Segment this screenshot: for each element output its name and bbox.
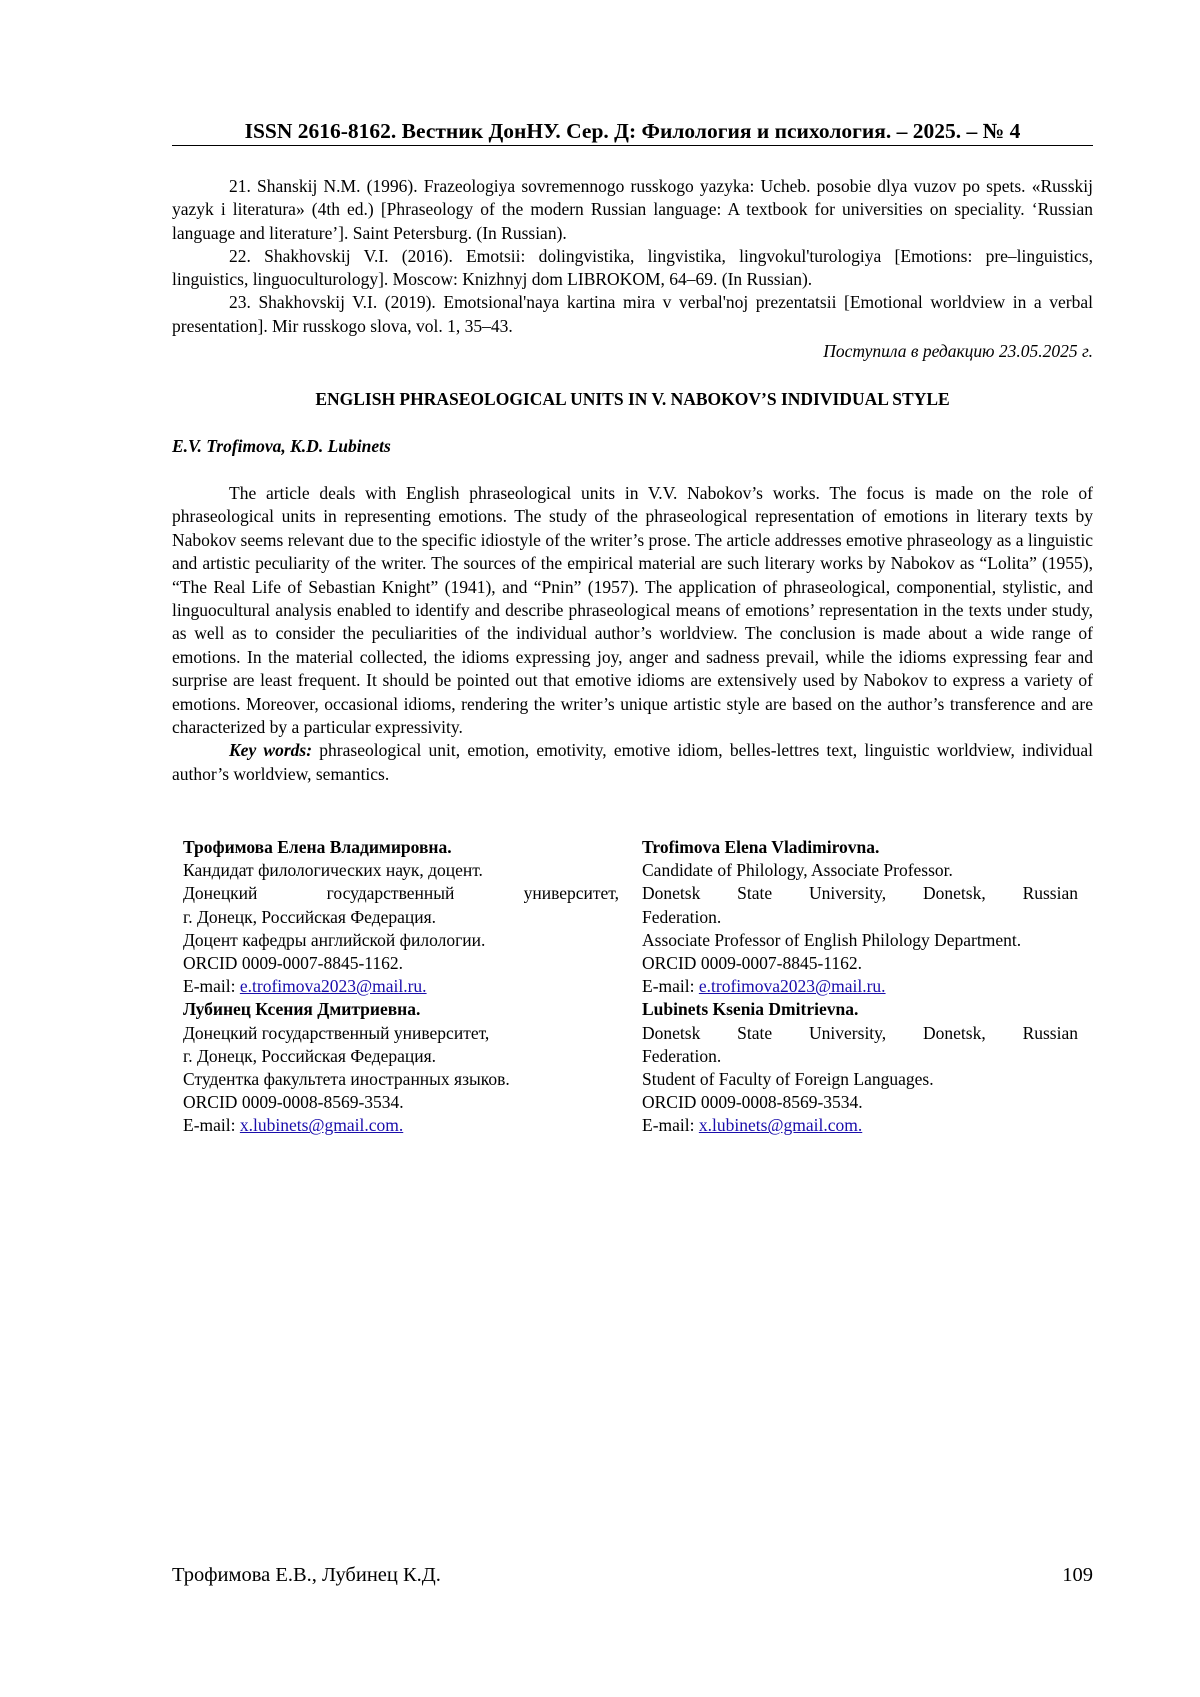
abstract-text: The article deals with English phraseological units in V.V. Nabokov’s works. The focus is made on the role of phraseological units in representing emotions. The study of the phraseological representation of emotions in literary texts by Nabokov seems relevant due to the specific idiostyle of the writer’s prose. The article addresses emotive phraseology as a linguistic and artistic peculiarity of the writer. The sources of the empirical material are such literary works by Nabokov as “Lolita” (1955), “The Real Life of Sebastian Knight” (1941), and “Pnin” (1957). The application of phraseological, componential, stylistic, and linguocultural analysis enabled to identify and describe phraseological means of emotions’ representation in the texts under study, as well as to consider the peculiarities of the individual author’s worldview. The conclusion is made about a wide range of emotions. In the material collected, the idioms expressing joy, anger and sadness prevail, while the idioms expressing fear and surprise are least frequent. It should be pointed out that emotive idioms are extensively used by Nabokov to express a variety of emotions. Moreover, occasional idioms, rendering the writer’s unique artistic style are based on the author’s transference and are characterized by a particular expressivity. [172,483,1093,738]
author-position: Студентка факультета иностранных языков. [183,1069,510,1090]
email-label: E-mail: [183,1115,240,1136]
author-affiliation-location: Federation. [642,1045,722,1066]
author-email [183,1114,619,1137]
keywords-text: phraseological unit, emotion, emotivity, emotive idiom, belles-lettres text, linguistic worldview, individual author’s worldview, semantics. [172,740,1094,784]
author-affiliation: Donetsk State University, Donetsk, Russian [642,883,1078,904]
article-authors: E.V. Trofimova, K.D. Lubinets [172,436,391,456]
abstract [172,482,1093,786]
author-degree: Candidate of Philology, Associate Professor. [642,860,953,881]
author-orcid: ORCID 0009-0007-8845-1162. [183,953,404,974]
author-orcid: ORCID 0009-0008-8569-3534. [642,1092,863,1113]
author-name: Лубинец Ксения Дмитриевна. [183,999,421,1020]
author-orcid: ORCID 0009-0007-8845-1162. [642,953,863,974]
email-label: E-mail: [642,976,699,997]
author-name: Трофимова Елена Владимировна. [183,837,452,857]
author-name: Trofimova Elena Vladimirovna. [642,837,880,857]
author-position: Доцент кафедры английской филологии. [183,929,486,950]
received-date: Поступила в редакцию 23.05.2025 г. [823,341,1093,361]
author-name: Lubinets Ksenia Dmitrievna. [642,999,859,1020]
reference-item: 23. Shakhovskij V.I. (2019). Emotsional'naya kartina mira v verbal'noj prezentatsii [Emotional worldview in a verbal presentation]. Mir russkogo slova, vol. 1, 35–43. [172,292,1093,336]
author-info-russian [183,836,619,1138]
page-number: 109 [1062,1564,1093,1586]
header-rule [172,145,1093,146]
author-degree: Кандидат филологических наук, доцент. [183,860,483,881]
author-email [183,975,619,998]
author-info-english [642,836,1078,1138]
author-affiliation-location: Federation. [642,906,722,927]
email-link[interactable]: x.lubinets@gmail.com. [239,1115,404,1136]
keywords [172,739,1093,786]
reference-list [172,175,1093,338]
email-label: E-mail: [183,976,240,997]
author-affiliation: Donetsk State University, Donetsk, Russian [642,1022,1078,1043]
keywords-label: Key words: [229,740,313,761]
journal-header: ISSN 2616-8162. Вестник ДонНУ. Сер. Д: Филология и психология. – 2025. – № 4 [244,119,1021,143]
author-affiliation-location: г. Донецк, Российская Федерация. [183,1045,437,1066]
email-label: E-mail: [642,1115,699,1136]
author-affiliation: Донецкий государственный университет, [183,883,619,904]
email-link[interactable]: e.trofimova2023@mail.ru. [239,976,427,997]
footer-authors: Трофимова Е.В., Лубинец К.Д. [172,1564,441,1586]
email-link[interactable]: e.trofimova2023@mail.ru. [698,976,886,997]
author-position: Student of Faculty of Foreign Languages. [642,1069,934,1090]
author-position: Associate Professor of English Philology Department. [642,929,1022,950]
article-title: ENGLISH PHRASEOLOGICAL UNITS IN V. NABOKOV’S INDIVIDUAL STYLE [315,389,950,409]
reference-item: 22. Shakhovskij V.I. (2016). Emotsii: dolingvistika, lingvistika, lingvokul'turologiya [Emotions: pre–linguistics, linguistics, linguoculturology]. Moscow: Knizhnyj dom LIBROKOM, 64–69. (In Russian). [172,245,1093,290]
email-link[interactable]: x.lubinets@gmail.com. [698,1115,863,1136]
author-email [642,975,1078,998]
author-affiliation: Донецкий государственный университет, [183,1022,490,1043]
author-affiliation-location: г. Донецк, Российская Федерация. [183,906,437,927]
author-email [642,1114,1078,1137]
author-orcid: ORCID 0009-0008-8569-3534. [183,1092,404,1113]
reference-item: 21. Shanskij N.M. (1996). Frazeologiya sovremennogo russkogo yazyka: Ucheb. posobie dlya vuzov po spets. «Russkij yazyk i literatura» (4th ed.) [Phraseology of the modern Russian language: A textbook for universities on speciality. ‘Russian language and literature’]. Saint Petersburg. (In Russian). [172,176,1093,243]
